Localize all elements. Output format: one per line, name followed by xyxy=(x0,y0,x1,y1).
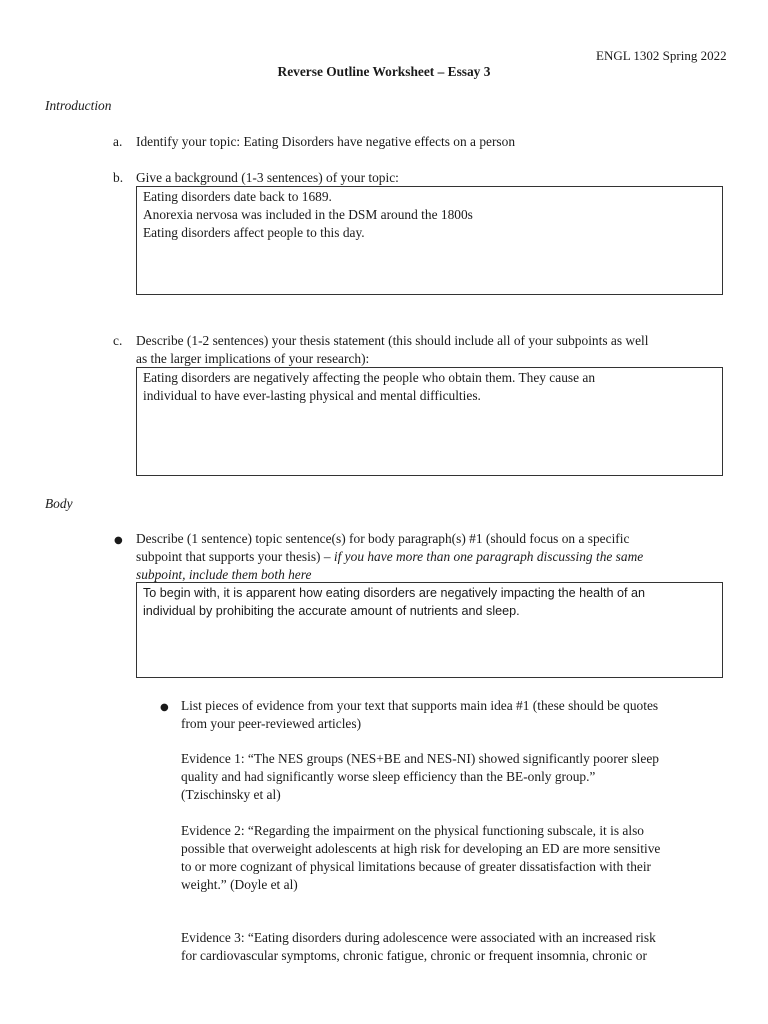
item-a-marker: a. xyxy=(113,134,123,149)
item-b-marker: b. xyxy=(113,170,124,185)
topic-sentence-prompt-line-1: Describe (1 sentence) topic sentence(s) for body paragraph(s) #1 (should focus on a specific xyxy=(136,531,630,546)
thesis-answer-box[interactable] xyxy=(136,367,723,476)
topic-text: Identify your topic: Eating Disorders have negative effects on a person xyxy=(136,134,516,149)
topic-sentence-answer-box[interactable] xyxy=(136,582,723,678)
background-line-2: Anorexia nervosa was included in the DSM around the 1800s xyxy=(143,207,473,222)
evidence-2-line-1: Evidence 2: “Regarding the impairment on the physical functioning subscale, it is also xyxy=(181,823,644,838)
course-label: ENGL 1302 Spring 2022 xyxy=(596,48,727,63)
background-prompt: Give a background (1-3 sentences) of your topic: xyxy=(136,170,399,185)
evidence-2 xyxy=(181,822,726,894)
topic-sentence-prompt-plain: subpoint that supports your thesis) – xyxy=(136,549,334,564)
background-answer-box[interactable] xyxy=(136,186,723,295)
evidence-1 xyxy=(181,750,726,804)
evidence-3-line-1: Evidence 3: “Eating disorders during adolescence were associated with an increased risk xyxy=(181,930,656,945)
evidence-1-line-1: Evidence 1: “The NES groups (NES+BE and NES-NI) showed significantly poorer sleep xyxy=(181,751,659,766)
topic-answer-line-1: To begin with, it is apparent how eating disorders are negatively impacting the health of an xyxy=(143,586,645,600)
introduction-heading: Introduction xyxy=(45,98,112,113)
topic-bullet-icon: ● xyxy=(114,535,123,546)
thesis-line-1: Eating disorders are negatively affecting the people who obtain them. They cause an xyxy=(143,370,596,385)
evidence-2-line-2: possible that overweight adolescents at high risk for developing an ED are more sensitive xyxy=(181,841,661,856)
evidence-2-line-4: weight.” (Doyle et al) xyxy=(181,877,298,892)
topic-sentence-prompt-italic: if you have more than one paragraph discussing the same xyxy=(333,549,644,564)
thesis-line-2: individual to have ever-lasting physical and mental difficulties. xyxy=(143,388,481,403)
worksheet-title: Reverse Outline Worksheet – Essay 3 xyxy=(277,64,491,79)
topic-answer-line-2: individual by prohibiting the accurate amount of nutrients and sleep. xyxy=(143,604,520,618)
topic-sentence-prompt-line-2 xyxy=(136,548,726,566)
thesis-prompt-line-2: as the larger implications of your research): xyxy=(136,351,370,366)
topic-sentence-prompt-italic-2: subpoint, include them both here xyxy=(136,567,312,582)
thesis-prompt-line-1: Describe (1-2 sentences) your thesis statement (this should include all of your subpoints as well xyxy=(136,333,649,348)
evidence-2-line-3: to or more cognizant of physical limitations because of greater dissatisfaction with their xyxy=(181,859,652,874)
evidence-3 xyxy=(181,929,726,965)
evidence-3-line-2: for cardiovascular symptoms, chronic fatigue, chronic or frequent insomnia, chronic or xyxy=(181,948,647,963)
evidence-prompt-line-1: List pieces of evidence from your text that supports main idea #1 (these should be quotes xyxy=(181,698,659,713)
body-heading: Body xyxy=(45,496,73,511)
background-line-3: Eating disorders affect people to this day. xyxy=(143,225,365,240)
item-c-marker: c. xyxy=(113,333,123,348)
evidence-bullet-icon: ● xyxy=(160,702,169,713)
background-line-1: Eating disorders date back to 1689. xyxy=(143,189,332,204)
evidence-1-line-3: (Tzischinsky et al) xyxy=(181,787,281,802)
evidence-prompt-line-2: from your peer-reviewed articles) xyxy=(181,716,362,731)
evidence-1-line-2: quality and had significantly worse sleep efficiency than the BE-only group.” xyxy=(181,769,596,784)
